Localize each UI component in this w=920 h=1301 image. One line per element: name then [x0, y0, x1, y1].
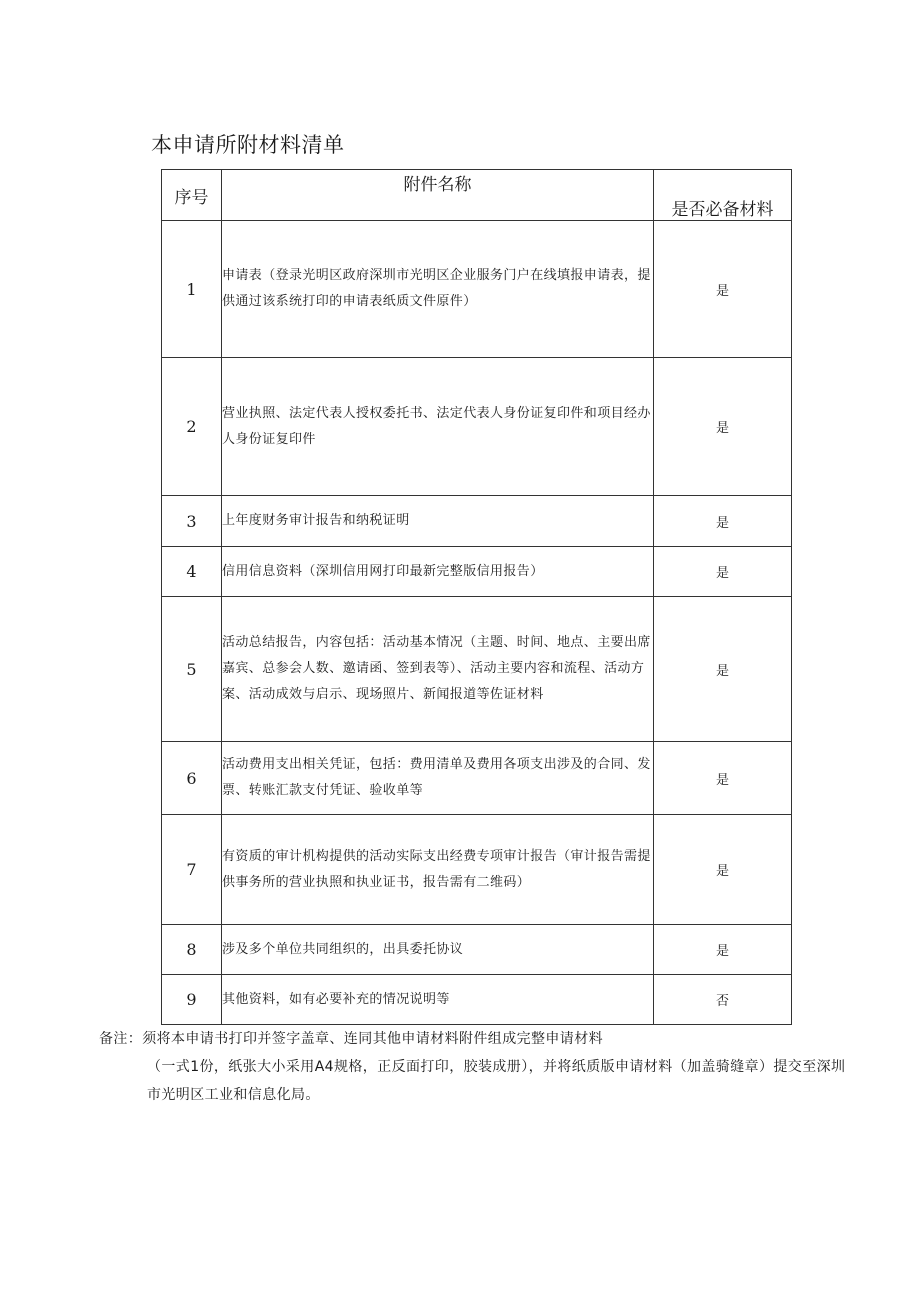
row-no: 6 [162, 742, 222, 815]
table-row [162, 975, 792, 1025]
header-required: 是否必备材料 [654, 170, 792, 221]
row-no: 7 [162, 815, 222, 925]
row-name: 涉及多个单位共同组织的，出具委托协议 [222, 925, 654, 975]
row-name: 申请表（登录光明区政府深圳市光明区企业服务门户在线填报申请表，提供通过该系统打印的申请表纸质文件原件） [222, 221, 654, 358]
remarks [99, 1025, 859, 1109]
row-name: 营业执照、法定代表人授权委托书、法定代表人身份证复印件和项目经办人身份证复印件 [222, 358, 654, 496]
row-no: 9 [162, 975, 222, 1025]
table-row [162, 925, 792, 975]
row-required: 是 [654, 597, 792, 742]
row-name: 信用信息资料（深圳信用网打印最新完整版信用报告） [222, 547, 654, 597]
page-title: 本申请所附材料清单 [151, 133, 345, 157]
row-name: 活动费用支出相关凭证，包括：费用清单及费用各项支出涉及的合同、发票、转账汇款支付凭证、验收单等 [222, 742, 654, 815]
row-required: 否 [654, 975, 792, 1025]
materials-table [161, 169, 792, 1025]
remarks-line-1: 备注：须将本申请书打印并签字盖章、连同其他申请材料附件组成完整申请材料 [99, 1031, 603, 1047]
row-required: 是 [654, 925, 792, 975]
table-row [162, 815, 792, 925]
table-row [162, 496, 792, 547]
row-no: 2 [162, 358, 222, 496]
table-row [162, 358, 792, 496]
row-no: 4 [162, 547, 222, 597]
row-name: 其他资料，如有必要补充的情况说明等 [222, 975, 654, 1025]
table-row [162, 547, 792, 597]
row-required: 是 [654, 547, 792, 597]
row-no: 1 [162, 221, 222, 358]
header-name: 附件名称 [222, 170, 654, 221]
header-no: 序号 [162, 170, 222, 221]
row-required: 是 [654, 358, 792, 496]
row-required: 是 [654, 496, 792, 547]
row-no: 8 [162, 925, 222, 975]
table-row [162, 221, 792, 358]
row-no: 3 [162, 496, 222, 547]
row-name: 上年度财务审计报告和纳税证明 [222, 496, 654, 547]
row-name: 有资质的审计机构提供的活动实际支出经费专项审计报告（审计报告需提供事务所的营业执照和执业证书，报告需有二维码） [222, 815, 654, 925]
table-row [162, 597, 792, 742]
table-row [162, 742, 792, 815]
remarks-line-2: （一式1份，纸张大小采用A4规格，正反面打印，胶装成册），并将纸质版申请材料（加盖骑缝章）提交至深圳市光明区工业和信息化局。 [147, 1059, 846, 1103]
row-no: 5 [162, 597, 222, 742]
row-required: 是 [654, 221, 792, 358]
row-required: 是 [654, 742, 792, 815]
row-required: 是 [654, 815, 792, 925]
table-header-row [162, 170, 792, 221]
row-name: 活动总结报告，内容包括：活动基本情况（主题、时间、地点、主要出席嘉宾、总参会人数、邀请函、签到表等）、活动主要内容和流程、活动方案、活动成效与启示、现场照片、新闻报道等佐证材料 [222, 597, 654, 742]
